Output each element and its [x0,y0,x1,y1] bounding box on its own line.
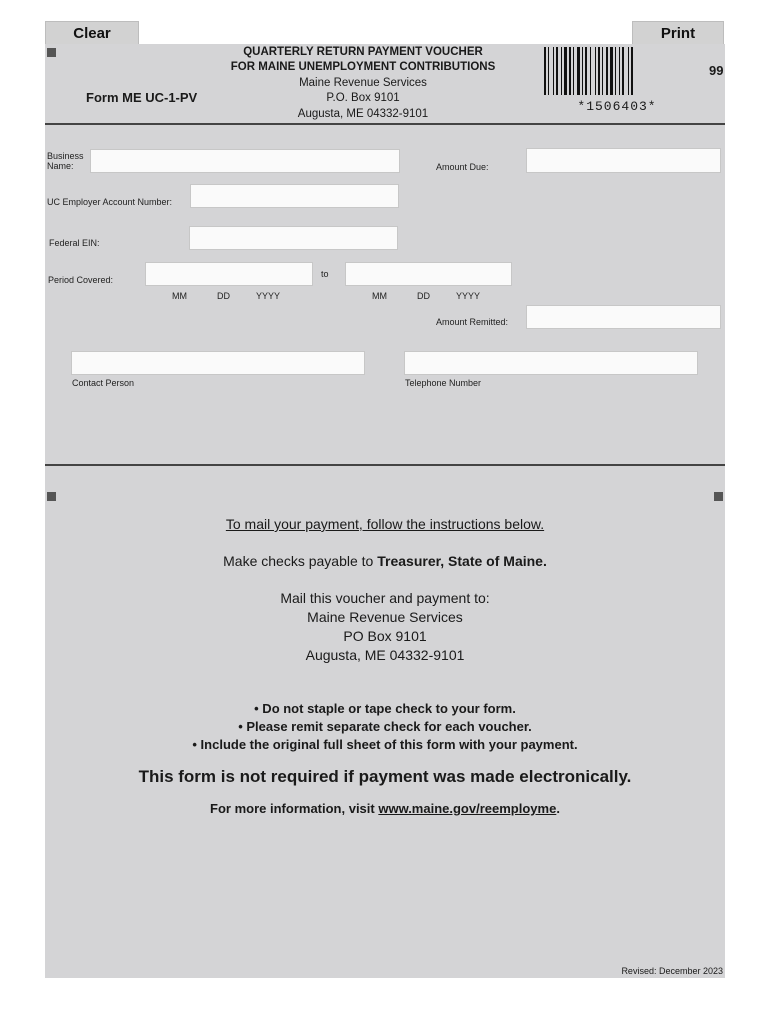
telephone-label: Telephone Number [405,378,482,388]
registration-mark [47,48,56,57]
end-mm-label: MM [372,291,387,301]
end-yyyy-label: YYYY [456,291,481,301]
form-title-line2: FOR MAINE UNEMPLOYMENT CONTRIBUTIONS [230,61,496,73]
amount-remitted-label: Amount Remitted: [436,317,509,327]
mail-to-line: Mail this voucher and payment to: [280,590,490,606]
amount-due-field[interactable] [526,148,721,173]
mail-instructions-heading: To mail your payment, follow the instructions below. [225,516,545,532]
start-dd-label: DD [217,291,230,301]
contact-person-label: Contact Person [72,378,135,388]
business-name-field[interactable] [90,149,400,173]
contact-person-field[interactable] [71,351,365,375]
business-name-label: Business Name: [47,151,84,171]
header-divider [45,123,725,125]
period-start-field[interactable] [145,262,313,286]
amount-remitted-field[interactable] [526,305,721,329]
mail-address-line1: Maine Revenue Services [307,609,463,625]
form-title-line1: QUARTERLY RETURN PAYMENT VOUCHER [243,46,483,58]
barcode-text: *1506403* [577,99,657,114]
barcode-icon [544,47,690,95]
reemployme-link[interactable]: www.maine.gov/reemployme [378,801,557,816]
clear-button[interactable]: Clear [45,21,139,45]
more-info-line: For more information, visit www.maine.gov/reemployme. [210,801,560,816]
period-covered-label: Period Covered: [48,275,114,285]
uc-account-field[interactable] [190,184,399,208]
telephone-field[interactable] [404,351,698,375]
amount-due-label: Amount Due: [436,162,489,172]
print-button[interactable]: Print [632,21,724,45]
bullet-original-sheet: • Include the original full sheet of this form with your payment. [192,737,578,752]
form-id: Form ME UC-1-PV [86,90,198,105]
mail-address-line2: PO Box 9101 [343,628,427,644]
federal-ein-label: Federal EIN: [49,238,100,248]
registration-mark [714,492,723,501]
start-mm-label: MM [172,291,187,301]
bullet-separate-check: • Please remit separate check for each voucher. [238,719,532,734]
bullet-no-staple: • Do not staple or tape check to your form. [254,701,516,716]
period-to-label: to [321,269,329,279]
agency-city: Augusta, ME 04332-9101 [297,108,429,120]
mail-address-line3: Augusta, ME 04332-9101 [305,647,465,663]
agency-name: Maine Revenue Services [299,77,427,89]
year-code: 99 [709,63,724,78]
end-dd-label: DD [417,291,430,301]
agency-po-box: P.O. Box 9101 [326,92,400,104]
section-divider [45,464,725,466]
uc-account-label: UC Employer Account Number: [47,197,173,207]
not-required-notice: This form is not required if payment was made electronically. [138,767,632,786]
revised-date: Revised: December 2023 [621,966,723,976]
payable-line: Make checks payable to Treasurer, State of Maine. [223,553,547,569]
start-yyyy-label: YYYY [256,291,281,301]
federal-ein-field[interactable] [189,226,398,250]
period-end-field[interactable] [345,262,512,286]
registration-mark [47,492,56,501]
